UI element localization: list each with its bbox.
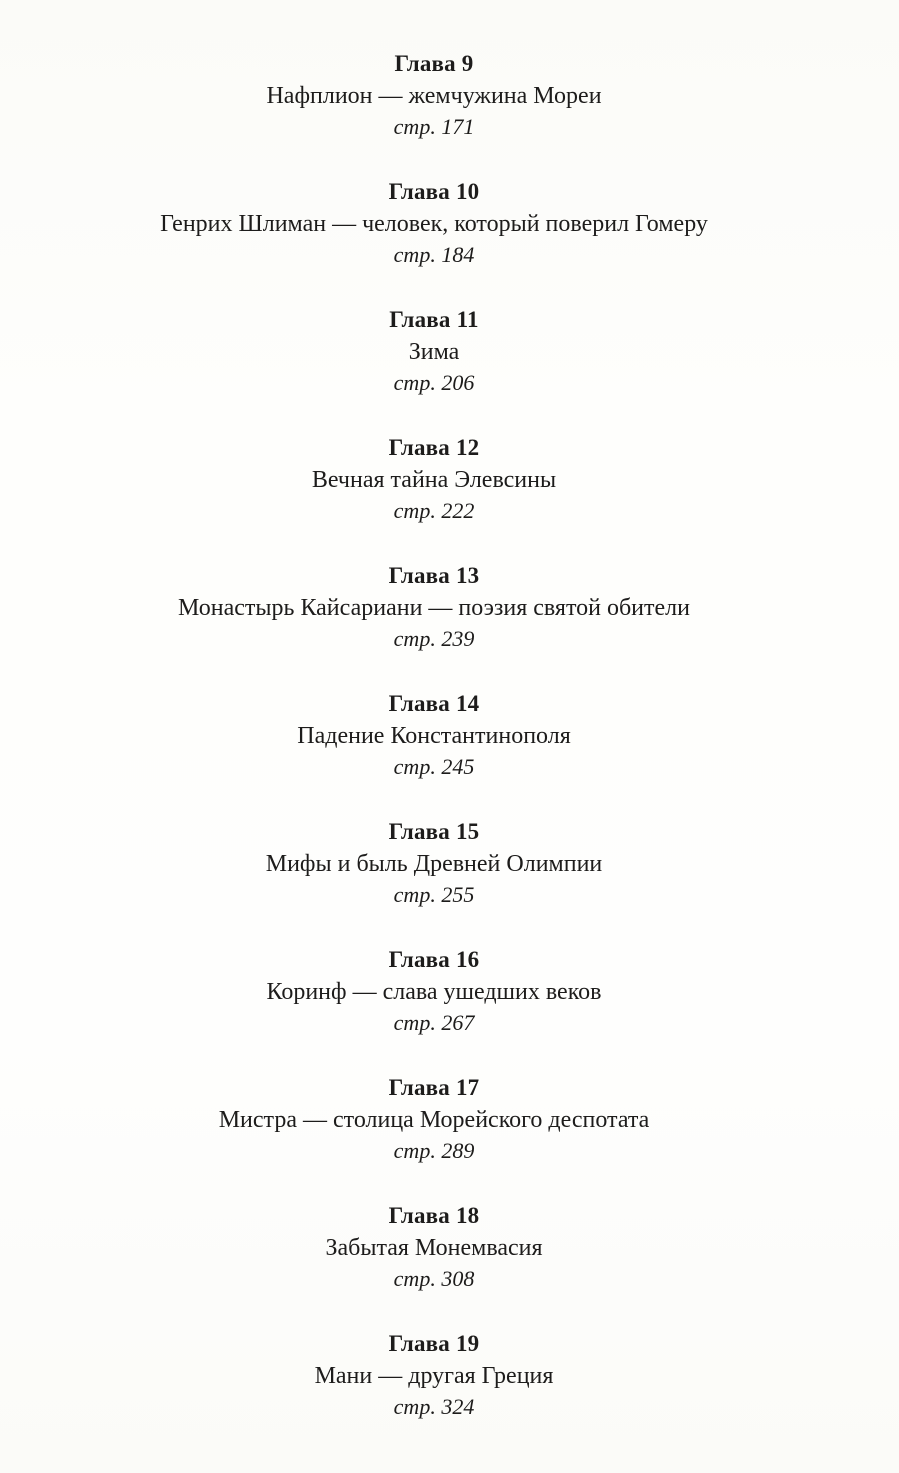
chapter-number: Глава 12: [388, 435, 480, 460]
chapter-title: Падение Константинополя: [297, 723, 571, 749]
chapter-title: Забытая Монемвасия: [325, 1235, 543, 1261]
chapter-number: Глава 14: [388, 691, 480, 716]
toc-entry-chapter-13: [0, 560, 868, 688]
toc-entry-chapter-19: [0, 1328, 868, 1456]
chapter-title: Мани — другая Греция: [314, 1363, 554, 1389]
chapter-number: Глава 15: [388, 819, 480, 844]
page-reference: стр. 289: [393, 1138, 475, 1163]
toc-entry-chapter-17: [0, 1072, 868, 1200]
chapter-number: Глава 11: [389, 307, 479, 332]
page-reference: стр. 184: [393, 242, 475, 267]
chapter-title: Генрих Шлиман — человек, который поверил Гомеру: [160, 211, 708, 237]
chapter-number: Глава 18: [388, 1203, 480, 1228]
chapter-title: Нафплион — жемчужина Мореи: [266, 83, 602, 109]
chapter-title: Мифы и быль Древней Олимпии: [265, 851, 603, 877]
toc-entry-chapter-18: [0, 1200, 868, 1328]
chapter-title: Коринф — слава ушедших веков: [266, 979, 602, 1005]
chapter-title: Вечная тайна Элевсины: [311, 467, 557, 493]
chapter-number: Глава 9: [394, 51, 474, 76]
page-reference: стр. 171: [393, 114, 475, 139]
page-reference: стр. 245: [393, 754, 475, 779]
toc-entry-chapter-15: [0, 816, 868, 944]
chapter-title: Монастырь Кайсариани — поэзия святой обители: [178, 595, 690, 621]
toc-entry-chapter-11: [0, 304, 868, 432]
page-reference: стр. 222: [393, 498, 475, 523]
chapter-title: Зима: [408, 339, 460, 365]
chapter-title: Мистра — столица Морейского деспотата: [218, 1107, 650, 1133]
chapter-number: Глава 16: [388, 947, 480, 972]
toc-entry-chapter-14: [0, 688, 868, 816]
chapter-number: Глава 19: [388, 1331, 480, 1356]
table-of-contents: [0, 48, 868, 1456]
page-reference: стр. 308: [393, 1266, 475, 1291]
page-reference: стр. 206: [393, 370, 475, 395]
page-reference: стр. 239: [393, 626, 475, 651]
chapter-number: Глава 13: [388, 563, 480, 588]
chapter-number: Глава 17: [388, 1075, 480, 1100]
page-reference: стр. 255: [393, 882, 475, 907]
chapter-number: Глава 10: [388, 179, 480, 204]
toc-entry-chapter-12: [0, 432, 868, 560]
toc-entry-chapter-10: [0, 176, 868, 304]
toc-entry-chapter-16: [0, 944, 868, 1072]
page-reference: стр. 324: [393, 1394, 475, 1419]
toc-entry-chapter-9: [0, 48, 868, 176]
page-reference: стр. 267: [393, 1010, 475, 1035]
